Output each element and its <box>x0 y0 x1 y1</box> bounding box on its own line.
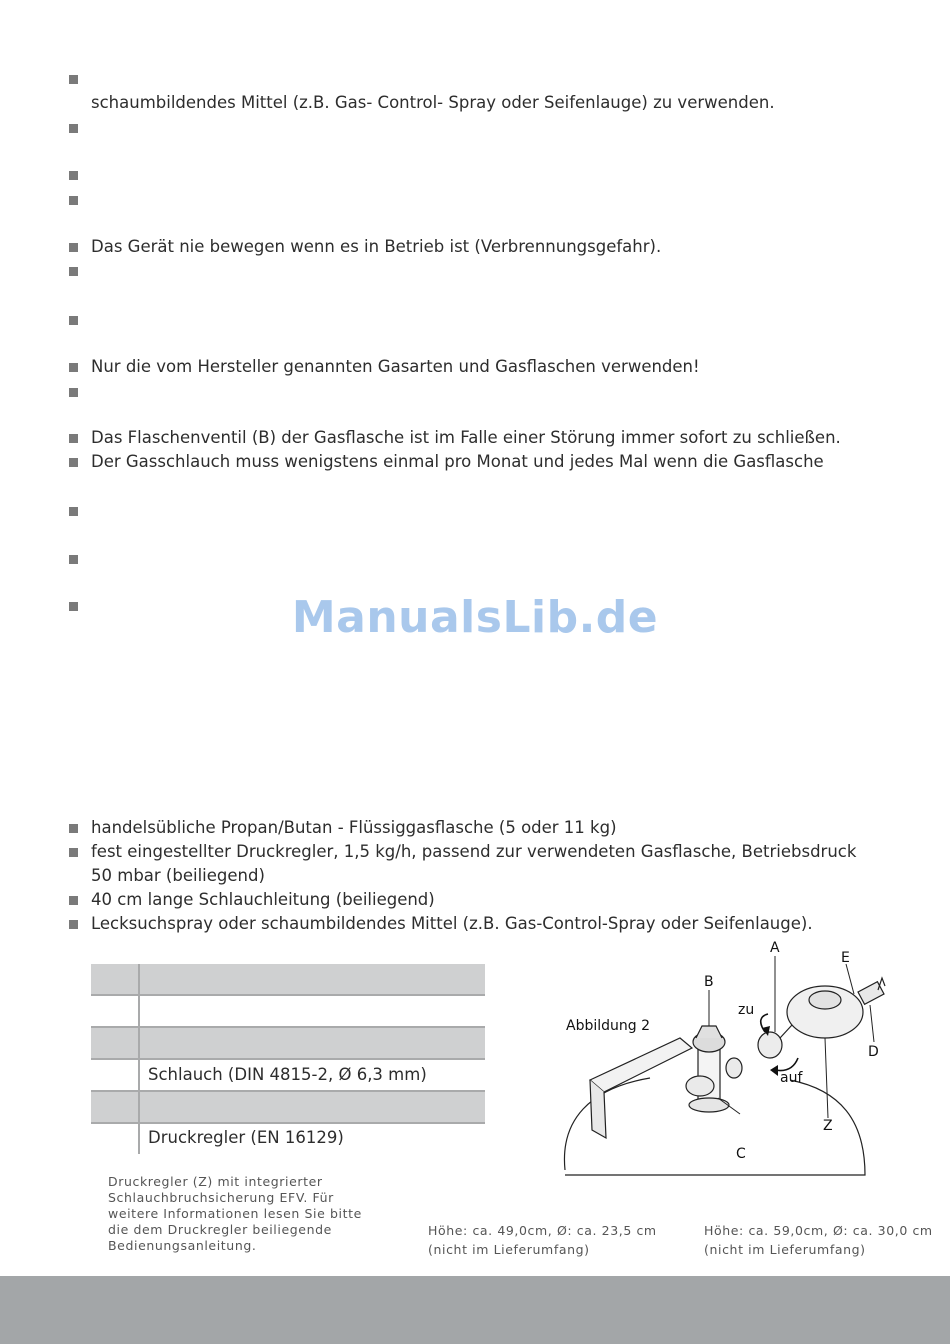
list-bullet <box>69 434 78 443</box>
label-a: A <box>770 940 780 956</box>
valve-base <box>689 1098 729 1112</box>
list-bullet <box>69 316 78 325</box>
arrow-auf-head <box>770 1065 778 1076</box>
label-z: Z <box>823 1118 833 1134</box>
leader-d <box>870 1005 874 1042</box>
requirement-item: handelsübliche Propan/Butan - Flüssiggasflasche (5 oder 11 kg) <box>91 818 617 837</box>
list-bullet <box>69 555 78 564</box>
list-item: Der Gasschlauch muss wenigstens einmal pro Monat und jedes Mal wenn die Gasflasche <box>91 452 824 471</box>
requirement-item: fest eingestellter Druckregler, 1,5 kg/h, passend zur verwendeten Gasflasche, Betriebsdruck <box>91 842 857 861</box>
table-cell: Druckregler (EN 16129) <box>148 1128 344 1147</box>
footer-band <box>0 1276 950 1344</box>
label-e: E <box>841 950 850 966</box>
list-bullet <box>69 75 78 84</box>
list-bullet <box>69 196 78 205</box>
watermark: ManualsLib.de <box>291 592 659 643</box>
label-b: B <box>704 974 714 990</box>
regulator-nut-a <box>758 1032 782 1058</box>
requirement-item: 40 cm lange Schlauchleitung (beiliegend) <box>91 890 435 909</box>
list-bullet <box>69 267 78 276</box>
list-bullet <box>69 124 78 133</box>
bottle-handle <box>590 1038 692 1092</box>
label-c: C <box>736 1146 746 1162</box>
handwheel-top <box>696 1026 722 1038</box>
note-line: (nicht im Lieferumfang) <box>428 1242 590 1257</box>
list-bullet <box>69 388 78 397</box>
list-bullet <box>69 824 78 833</box>
valve-outlet-c <box>686 1076 714 1096</box>
table-row <box>91 1092 485 1122</box>
regulator-neck <box>780 1025 792 1038</box>
list-bullet <box>69 363 78 372</box>
note-line: weitere Informationen lesen Sie bitte <box>108 1206 362 1221</box>
regulator-valve-figure <box>540 930 920 1180</box>
table-cell: Schlauch (DIN 4815-2, Ø 6,3 mm) <box>148 1065 427 1084</box>
list-item: Nur die vom Hersteller genannten Gasarten und Gasflaschen verwenden! <box>91 357 700 376</box>
note-line: Bedienungsanleitung. <box>108 1238 257 1253</box>
list-bullet <box>69 171 78 180</box>
requirement-item-continuation: 50 mbar (beiliegend) <box>91 866 265 885</box>
regulator-cap <box>809 991 841 1009</box>
table-divider <box>91 994 485 996</box>
valve-side-port <box>726 1058 742 1078</box>
figure-caption: Abbildung 2 <box>566 1018 651 1034</box>
table-divider <box>91 1122 485 1124</box>
note-line: Höhe: ca. 59,0cm, Ø: ca. 30,0 cm <box>704 1223 933 1238</box>
list-bullet <box>69 920 78 929</box>
table-divider <box>91 1058 485 1060</box>
table-row <box>91 964 485 994</box>
list-bullet <box>69 458 78 467</box>
list-bullet <box>69 243 78 252</box>
leader-e <box>846 964 854 994</box>
list-item-continuation: schaumbildendes Mittel (z.B. Gas- Control- Spray oder Seifenlauge) zu verwenden. <box>91 93 775 112</box>
label-zu: zu <box>738 1002 755 1018</box>
list-item: Das Flaschenventil (B) der Gasflasche ist im Falle einer Störung immer sofort zu schließen. <box>91 428 841 447</box>
note-line: (nicht im Lieferumfang) <box>704 1242 866 1257</box>
note-line: Schlauchbruchsicherung EFV. Für <box>108 1190 334 1205</box>
arrow-auf <box>775 1058 798 1071</box>
note-line: Höhe: ca. 49,0cm, Ø: ca. 23,5 cm <box>428 1223 657 1238</box>
list-bullet <box>69 896 78 905</box>
list-bullet <box>69 848 78 857</box>
list-bullet <box>69 507 78 516</box>
note-line: die dem Druckregler beiliegende <box>108 1222 332 1237</box>
note-line: Druckregler (Z) mit integrierter <box>108 1174 323 1189</box>
label-d: D <box>868 1044 879 1060</box>
table-column-separator <box>138 964 140 1154</box>
list-item: Das Gerät nie bewegen wenn es in Betrieb ist (Verbrennungsgefahr). <box>91 237 662 256</box>
requirement-item: Lecksuchspray oder schaumbildendes Mittel (z.B. Gas-Control-Spray oder Seifenlauge). <box>91 914 813 933</box>
leader-z <box>825 1038 828 1118</box>
table-row <box>91 1028 485 1058</box>
label-auf: auf <box>780 1070 803 1086</box>
